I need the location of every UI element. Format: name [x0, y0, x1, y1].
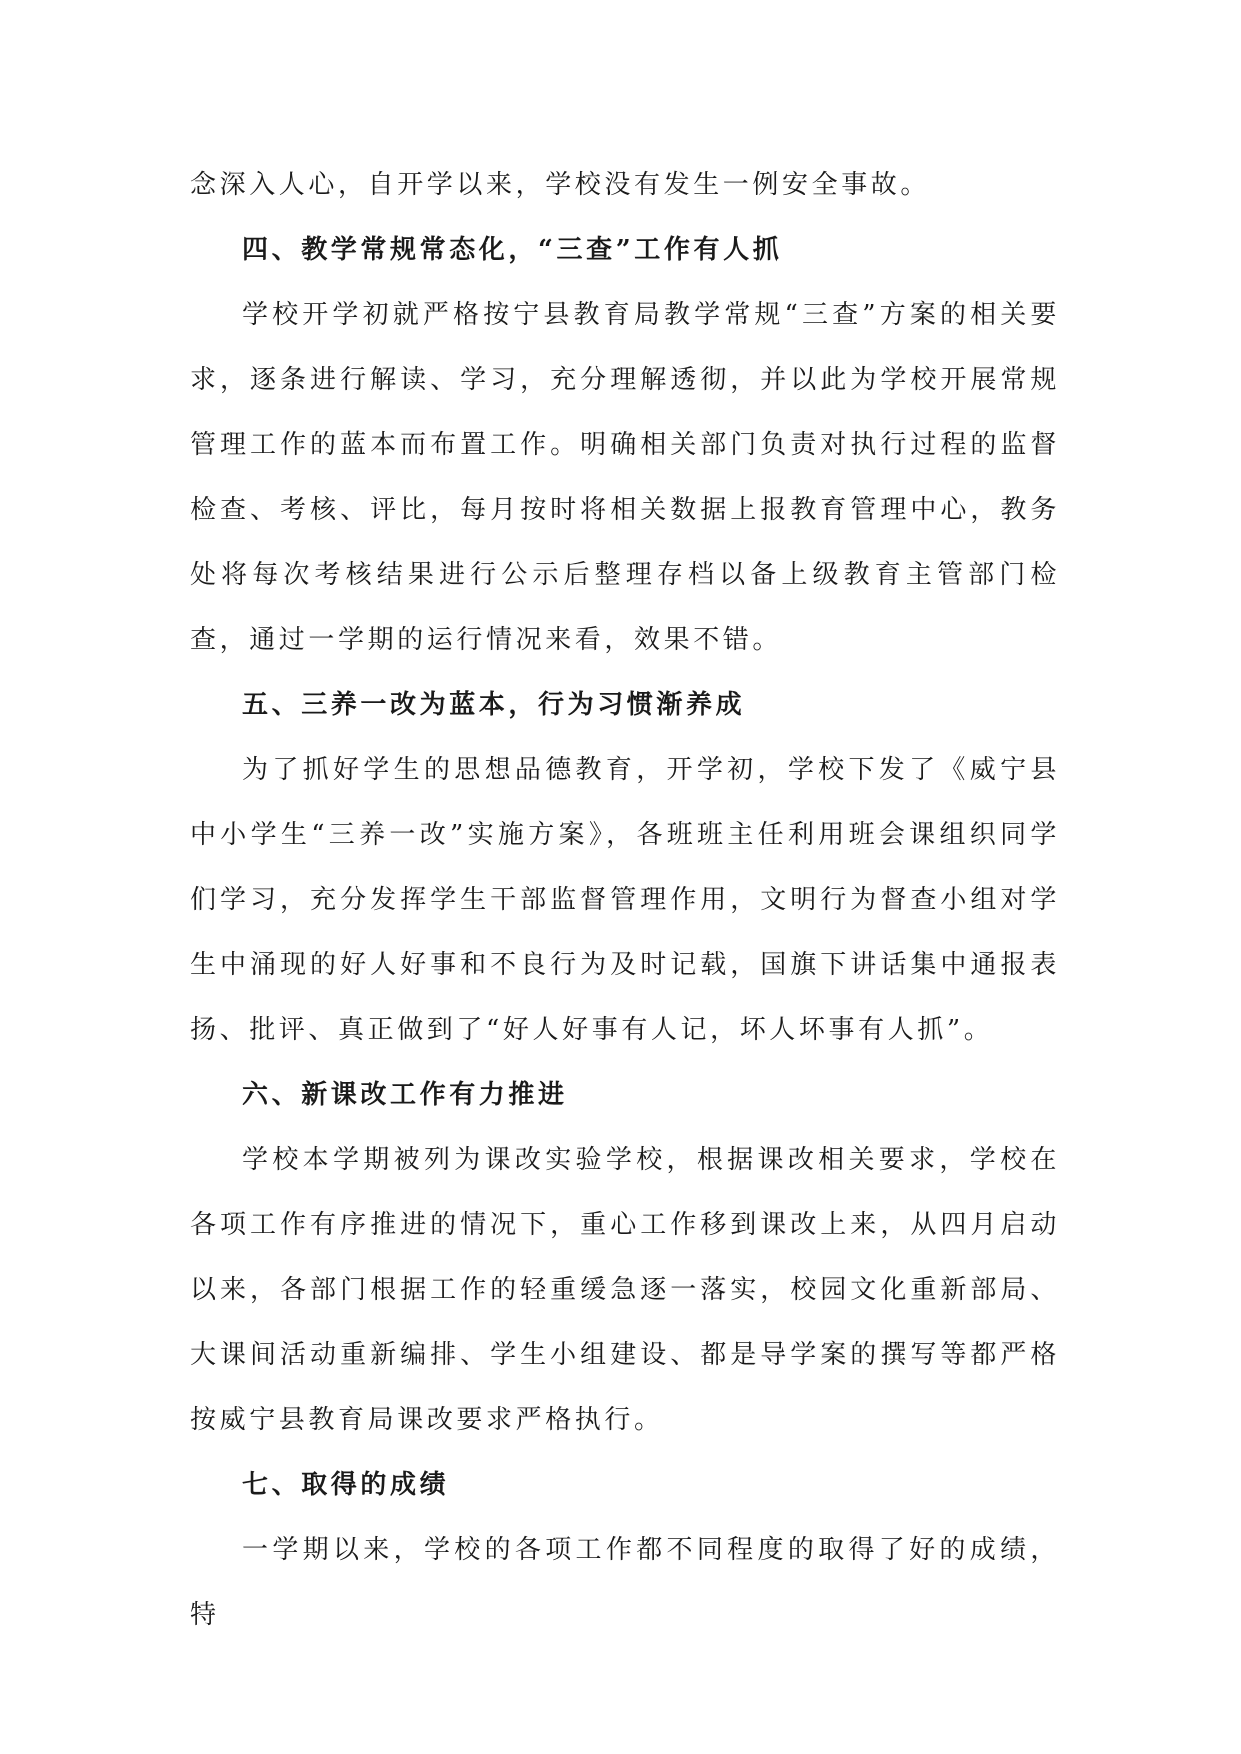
- paragraph-continued: 念深入人心，自开学以来，学校没有发生一例安全事故。: [190, 170, 931, 200]
- section-heading-4: 四、教学常规常态化，“三查”工作有人抓: [242, 235, 783, 265]
- paragraph-behavior-habits: 为了抓好学生的思想品德教育，开学初，学校下发了《威宁县中小学生“三养一改”实施方案》，各班班主任利用班会课组织同学们学习，充分发挥学生干部监督管理作用，文明行为督查小组对学生中涌现的好人好事和不良行为及时记载，国旗下讲话集中通报表扬、批评、真正做到了“好人好事有人记，坏人坏事有人抓”。: [190, 755, 1060, 1045]
- paragraph-teaching-routine: 学校开学初就严格按宁县教育局教学常规“三查”方案的相关要求，逐条进行解读、学习，充分理解透彻，并以此为学校开展常规管理工作的蓝本而布置工作。明确相关部门负责对执行过程的监督检查、考核、评比，每月按时将相关数据上报教育管理中心，教务处将每次考核结果进行公示后整理存档以备上级教育主管部门检查，通过一学期的运行情况来看，效果不错。: [190, 300, 1060, 655]
- section-heading-6: 六、新课改工作有力推进: [242, 1080, 568, 1110]
- section-heading-5: 五、三养一改为蓝本，行为习惯渐养成: [242, 690, 746, 720]
- paragraph-curriculum-reform: 学校本学期被列为课改实验学校，根据课改相关要求，学校在各项工作有序推进的情况下，重心工作移到课改上来，从四月启动以来，各部门根据工作的轻重缓急逐一落实，校园文化重新部局、大课间活动重新编排、学生小组建设、都是导学案的撰写等都严格按威宁县教育局课改要求严格执行。: [190, 1145, 1060, 1435]
- document-body: [190, 153, 1060, 1648]
- section-heading-7: 七、取得的成绩: [242, 1470, 450, 1500]
- paragraph-achievements: 一学期以来，学校的各项工作都不同程度的取得了好的成绩，特: [190, 1535, 1060, 1630]
